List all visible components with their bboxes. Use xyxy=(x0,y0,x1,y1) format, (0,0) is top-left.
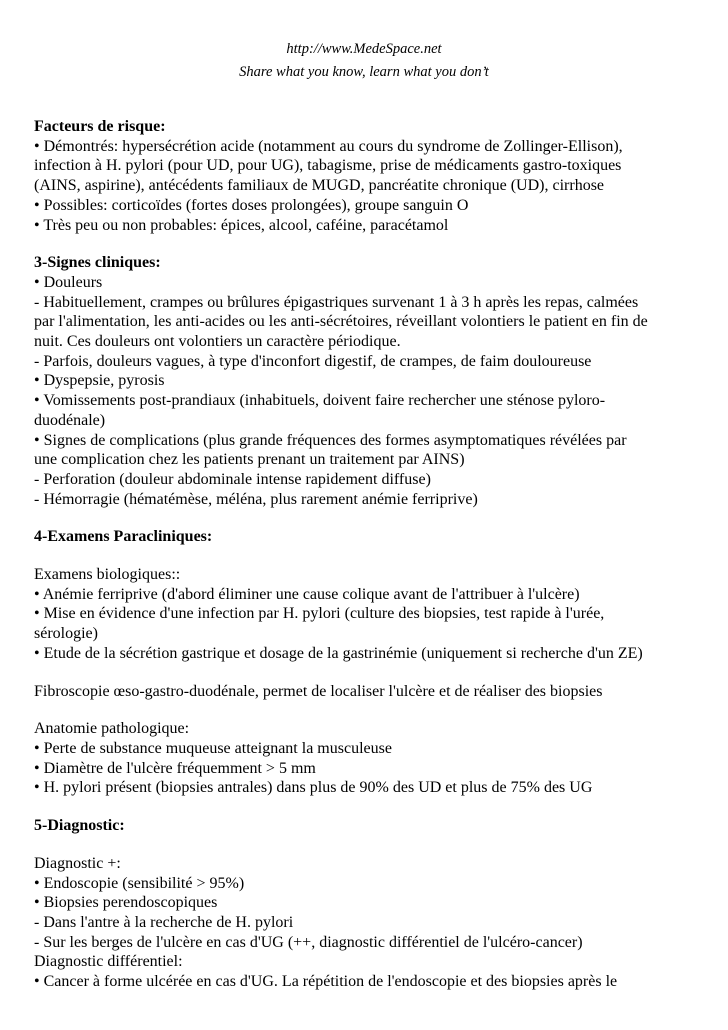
text-line: • Dyspepsie, pyrosis xyxy=(34,372,165,390)
paragraph-gap xyxy=(34,547,704,565)
section-risk-factors xyxy=(34,117,704,235)
header-tagline: Share what you know, learn what you don’t xyxy=(239,64,489,80)
text-line: une complication chez les patients prenant un traitement par AINS) xyxy=(34,451,465,469)
text-line: (AINS, aspirine), antécédents familiaux de MUGD, pancréatite chronique (UD), cirrhose xyxy=(34,177,605,195)
text-line: - Parfois, douleurs vagues, à type d'inconfort digestif, de crampes, de faim douloureuse xyxy=(34,352,592,370)
document-page xyxy=(34,38,704,1010)
text-line: • H. pylori présent (biopsies antrales) dans plus de 90% des UD et plus de 75% des UG xyxy=(34,779,593,797)
paragraph-gap xyxy=(34,701,704,719)
text-line: • Anémie ferriprive (d'abord éliminer une cause colique avant de l'attribuer à l'ulcère) xyxy=(34,585,580,603)
text-line: • Vomissements post-prandiaux (inhabituels, doivent faire rechercher une sténose pyloro- xyxy=(34,392,606,410)
text-line: • Endoscopie (sensibilité > 95%) xyxy=(34,874,245,892)
text-line: - Dans l'antre à la recherche de H. pylori xyxy=(34,913,294,931)
text-line: par l'alimentation, les anti-acides ou les anti-sécrétoires, réveillant volontiers le patient en fin de xyxy=(34,313,648,331)
section-paraclinical xyxy=(34,527,704,798)
text-line: • Douleurs xyxy=(34,273,103,291)
text-line: Diagnostic +: xyxy=(34,854,121,872)
text-line: infection à H. pylori (pour UD, pour UG), tabagisme, prise de médicaments gastro-toxiques xyxy=(34,157,622,175)
subsection-title: Anatomie pathologique: xyxy=(34,720,190,738)
header-url[interactable]: http://www.MedeSpace.net xyxy=(286,41,442,57)
paragraph-gap xyxy=(34,836,704,854)
text-line: • Mise en évidence d'une infection par H. pylori (culture des biopsies, test rapide à l'urée, xyxy=(34,605,605,623)
text-line: • Possibles: corticoïdes (fortes doses prolongées), groupe sanguin O xyxy=(34,196,469,214)
text-line: - Habituellement, crampes ou brûlures épigastriques survenant 1 à 3 h après les repas, calmées xyxy=(34,293,639,311)
text-line: • Perte de substance muqueuse atteignant la musculeuse xyxy=(34,739,392,757)
section-heading: 3-Signes cliniques: xyxy=(34,254,161,272)
text-line: • Cancer à forme ulcérée en cas d'UG. La répétition de l'endoscopie et des biopsies après le xyxy=(34,973,618,991)
text-line: • Démontrés: hypersécrétion acide (notamment au cours du syndrome de Zollinger-Ellison), xyxy=(34,137,623,155)
text-line: - Sur les berges de l'ulcère en cas d'UG (++, diagnostic différentiel de l'ulcéro-cancer) xyxy=(34,933,583,951)
section-heading: 4-Examens Paracliniques: xyxy=(34,528,213,546)
text-line: • Diamètre de l'ulcère fréquemment > 5 mm xyxy=(34,759,316,777)
page-header xyxy=(34,38,694,84)
text-line: sérologie) xyxy=(34,625,98,643)
text-line: • Signes de complications (plus grande fréquences des formes asymptomatiques révélées par xyxy=(34,431,627,449)
text-line: - Hémorragie (hématémèse, méléna, plus rarement anémie ferriprive) xyxy=(34,490,478,508)
text-line: duodénale) xyxy=(34,411,106,429)
subsection-title: Examens biologiques:: xyxy=(34,566,181,584)
document-body xyxy=(34,117,704,992)
paragraph-gap xyxy=(34,664,704,682)
text-line: - Perforation (douleur abdominale intense rapidement diffuse) xyxy=(34,470,431,488)
text-line: Fibroscopie œso-gastro-duodénale, permet de localiser l'ulcère et de réaliser des biopsies xyxy=(34,682,603,700)
text-line: • Biopsies perendoscopiques xyxy=(34,894,218,912)
section-clinical-signs xyxy=(34,253,704,509)
text-line: • Très peu ou non probables: épices, alcool, caféine, paracétamol xyxy=(34,216,449,234)
text-line: nuit. Ces douleurs ont volontiers un caractère périodique. xyxy=(34,333,401,351)
section-heading: Facteurs de risque: xyxy=(34,118,166,135)
section-diagnostic xyxy=(34,816,704,992)
text-line: Diagnostic différentiel: xyxy=(34,953,183,971)
section-heading: 5-Diagnostic: xyxy=(34,817,125,835)
text-line: • Etude de la sécrétion gastrique et dosage de la gastrinémie (uniquement si recherche d'un ZE) xyxy=(34,644,643,662)
